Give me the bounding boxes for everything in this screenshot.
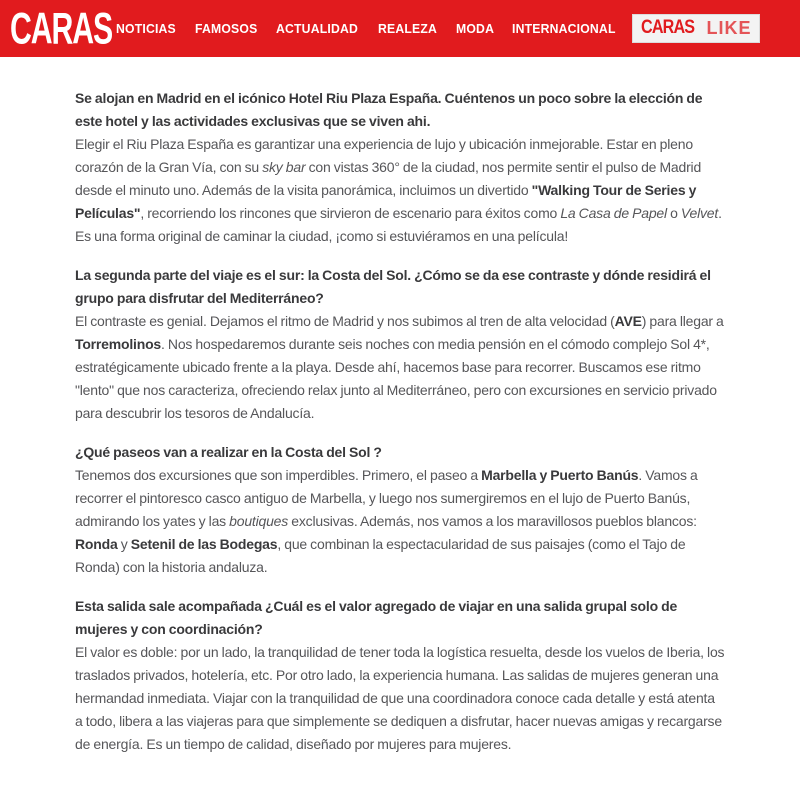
text-segment: , que combinan la espectacularidad de sus paisajes (como el Tajo de Ronda) con la historia andaluza.: [75, 536, 686, 575]
text-segment: . Vamos a recorrer el pintoresco casco antiguo de Marbella, y luego nos sumergiremos en el lujo de Puerto Banús, admirando los yates y las: [75, 467, 698, 529]
nav-item-actualidad[interactable]: ACTUALIDAD: [276, 21, 359, 36]
question-paragraph: [75, 441, 725, 464]
text-segment: Velvet: [680, 205, 719, 221]
text-segment: Se alojan en Madrid en el icónico Hotel Riu Plaza España. Cuéntenos un poco sobre la elección de este hotel y las actividades exclusivas que se viven ahi.: [75, 90, 703, 129]
text-segment: con vistas 360° de la ciudad, nos permite sentir el pulso de Madrid desde el minuto uno. Además de la visita panorámica, incluimos un divertido: [75, 159, 702, 198]
nav-item-moda[interactable]: MODA: [456, 21, 495, 36]
nav-item-internacional[interactable]: INTERNACIONAL: [511, 21, 616, 36]
text-segment: La segunda parte del viaje es el sur: la Costa del Sol. ¿Cómo se da ese contraste y dónde residirá el grupo para disfrutar del Mediterráneo?: [75, 267, 711, 306]
text-segment: . Es una forma original de caminar la ciudad, ¡como si estuviéramos en una película!: [75, 205, 722, 244]
text-segment: AVE: [614, 313, 642, 329]
caras-like-badge[interactable]: [632, 14, 761, 43]
text-segment: "Walking Tour de Series y Películas": [75, 182, 697, 221]
article-body: [75, 57, 725, 756]
answer-paragraph: [75, 310, 725, 425]
badge-like-text: LIKE: [706, 18, 752, 38]
text-segment: boutiques: [229, 513, 289, 529]
text-segment: Setenil de las Bodegas: [130, 536, 278, 552]
answer-paragraph: [75, 464, 725, 579]
text-segment: Torremolinos: [75, 336, 162, 352]
text-segment: ¿Qué paseos van a realizar en la Costa del Sol ?: [75, 444, 382, 460]
question-paragraph: [75, 87, 725, 133]
text-segment: Elegir el Riu Plaza España es garantizar una experiencia de lujo y ubicación inmejorable. Estar en pleno corazón de la Gran Vía, con su: [75, 136, 693, 175]
question-paragraph: [75, 595, 725, 641]
text-segment: El valor es doble: por un lado, la tranquilidad de tener toda la logística resuelta, desde los vuelos de Iberia, los traslados privados, hotelería, etc. Por otro lado, la experiencia humana. Las salidas de mujeres generan una hermandad inmediata. Viajar con la tranquilidad de que una coordinadora conoce cada detalle y está atenta a todo, libera a las viajeras para que simplemente se dediquen a disfrutar, hacer nuevas amigas y recargarse de energía. Es un tiempo de calidad, diseñado por mujeres para mujeres.: [75, 644, 725, 752]
text-segment: El contraste es genial. Dejamos el ritmo de Madrid y nos subimos al tren de alta velocidad (: [75, 313, 615, 329]
answer-paragraph: [75, 133, 725, 248]
text-segment: Ronda: [75, 536, 118, 552]
text-segment: Esta salida sale acompañada ¿Cuál es el valor agregado de viajar en una salida grupal solo de mujeres y con coordinación?: [75, 598, 678, 637]
text-segment: exclusivas. Además, nos vamos a los maravillosos pueblos blancos:: [288, 513, 697, 529]
nav-item-famosos[interactable]: FAMOSOS: [194, 21, 258, 36]
text-segment: Tenemos dos excursiones que son imperdibles. Primero, el paseo a: [75, 467, 482, 483]
caras-logo-text: CARAS: [10, 3, 113, 53]
site-header: [0, 0, 800, 57]
nav-item-realeza[interactable]: REALEZA: [378, 21, 438, 36]
text-segment: o: [666, 205, 681, 221]
caras-logo[interactable]: [10, 3, 113, 53]
nav-item-noticias[interactable]: NOTICIAS: [116, 21, 176, 36]
badge-brand-text: CARAS: [640, 17, 695, 38]
text-segment: y: [117, 536, 131, 552]
text-segment: , recorriendo los rincones que sirvieron de escenario para éxitos como: [140, 205, 561, 221]
text-segment: . Nos hospedaremos durante seis noches con media pensión en el cómodo complejo Sol 4*, estratégicamente ubicado frente a la playa. Desde ahí, hacemos base para recorrer. Buscamos ese ritmo "lento" que nos caracteriza, ofreciendo relax junto al Mediterráneo, pero con excursiones en servicio privado para descubrir los tesoros de Andalucía.: [75, 336, 717, 421]
main-nav: [116, 21, 622, 36]
text-segment: sky bar: [262, 159, 306, 175]
question-paragraph: [75, 264, 725, 310]
text-segment: ) para llegar a: [641, 313, 724, 329]
answer-paragraph: [75, 641, 725, 756]
text-segment: Marbella y Puerto Banús: [481, 467, 639, 483]
text-segment: La Casa de Papel: [560, 205, 667, 221]
